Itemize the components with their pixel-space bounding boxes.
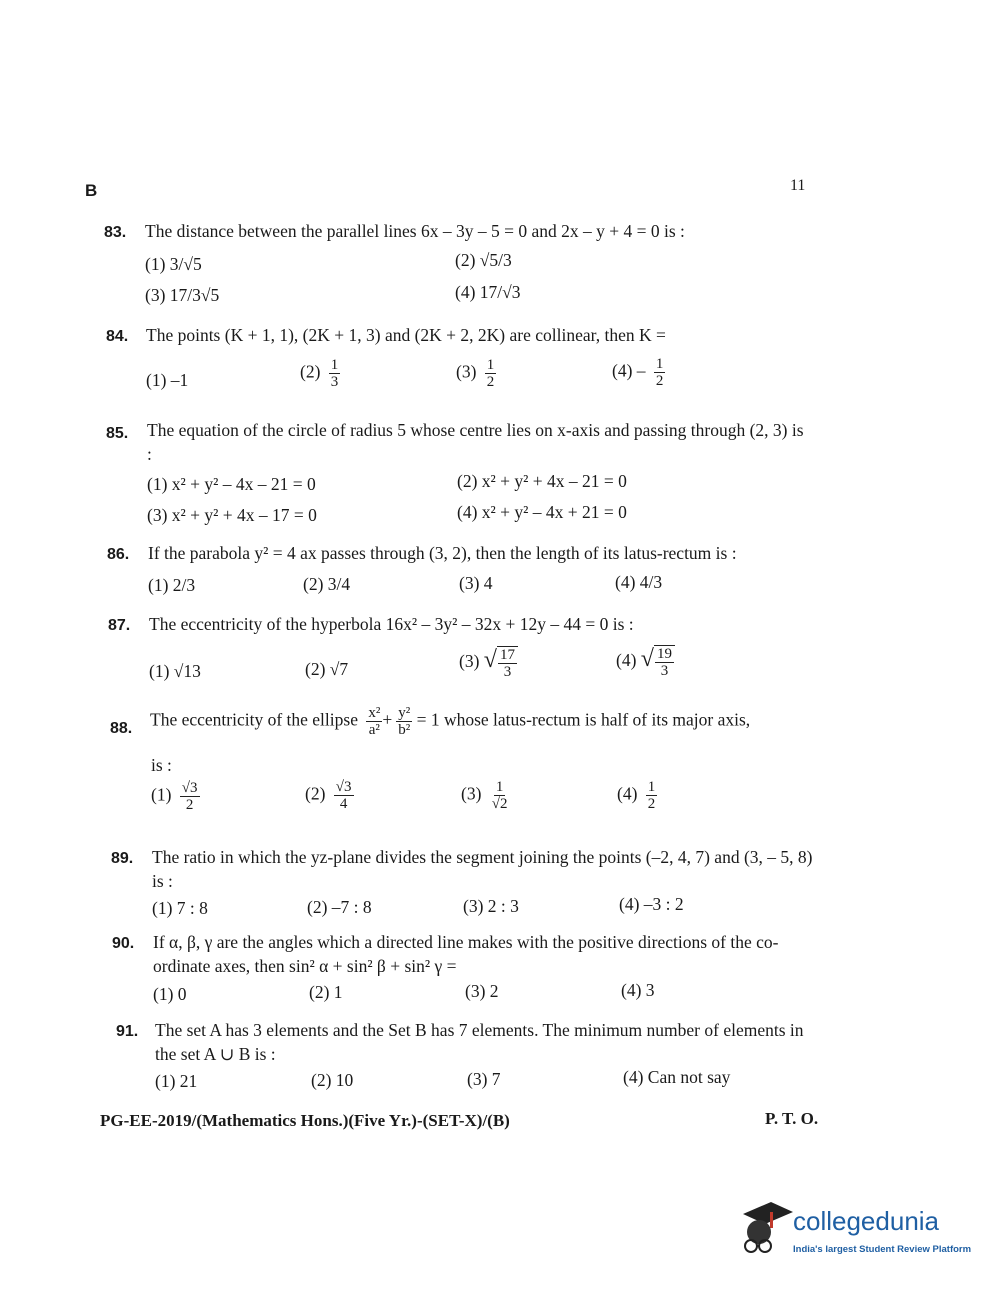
denominator: a²: [368, 722, 380, 738]
plus-sign: +: [382, 709, 393, 730]
fraction: [485, 357, 497, 390]
option-1: (1) x² + y² – 4x – 21 = 0: [147, 474, 316, 494]
fraction: [654, 645, 675, 679]
option-1: [151, 780, 200, 813]
numerator: 1: [647, 779, 656, 795]
numerator: √3: [335, 779, 352, 795]
collegedunia-watermark: [735, 1196, 972, 1266]
option-4: [612, 356, 665, 389]
option-label: (4): [612, 360, 633, 381]
denominator: 4: [339, 796, 348, 812]
denominator: 2: [486, 374, 495, 390]
denominator: b²: [398, 722, 411, 738]
question-number: 89.: [111, 850, 134, 867]
question-text: The points (K + 1, 1), (2K + 1, 3) and (2K + 2, 2K) are collinear, then K =: [146, 325, 666, 345]
question-number: 86.: [107, 546, 130, 563]
option-2: (2) √7: [305, 659, 349, 679]
numerator: √3: [181, 780, 198, 796]
fraction: [646, 779, 658, 812]
exam-code: PG-EE-2019/(Mathematics Hons.)(Five Yr.)-(SET-X)/(B): [100, 1111, 510, 1130]
option-4: [616, 645, 675, 679]
option-1: (1) 21: [155, 1071, 198, 1091]
minus-sign: –: [636, 360, 646, 381]
question-text: The distance between the parallel lines 6x – 3y – 5 = 0 and 2x – y + 4 = 0 is :: [145, 221, 685, 241]
set-code: B: [85, 181, 98, 200]
option-4: (4) 4/3: [615, 572, 663, 592]
fraction: [180, 780, 200, 813]
option-4: (4) 3: [621, 980, 655, 1000]
numerator: y²: [398, 705, 411, 721]
page-number: 11: [790, 177, 806, 194]
sqrt-icon: √: [483, 647, 497, 674]
sqrt-icon: √: [640, 646, 654, 673]
option-2: (2) 1: [309, 982, 343, 1002]
question-number: 91.: [116, 1023, 139, 1040]
text-lead: The eccentricity of the ellipse: [150, 709, 358, 730]
option-1: (1) 0: [153, 984, 187, 1004]
option-3: [456, 357, 496, 390]
option-label: (4): [617, 783, 638, 804]
option-2: [305, 779, 354, 812]
question-text: The ratio in which the yz-plane divides the segment joining the points (–2, 4, 7) and (3, – 5, 8) is :: [152, 847, 813, 891]
question-number: 87.: [108, 617, 131, 634]
fraction: [497, 646, 518, 680]
option-4: (4) x² + y² – 4x + 21 = 0: [457, 502, 627, 522]
option-1: (1) √13: [149, 661, 201, 681]
option-2: (2) 10: [311, 1070, 354, 1090]
option-3: [461, 779, 510, 812]
option-3: [459, 646, 518, 680]
option-label: (3): [456, 361, 477, 382]
option-3: (3) 7: [467, 1069, 501, 1089]
fraction: [654, 356, 666, 389]
denominator: 2: [185, 797, 194, 813]
option-1: (1) 7 : 8: [152, 898, 208, 918]
text-tail: = 1 whose latus-rectum is half of its major axis,: [416, 709, 751, 730]
numerator: x²: [368, 705, 381, 721]
question-number: 84.: [106, 328, 129, 345]
question-text: If the parabola y² = 4 ax passes through (3, 2), then the length of its latus-rectum is :: [148, 543, 737, 563]
numerator: 17: [499, 647, 515, 663]
option-3: (3) 2 : 3: [463, 896, 519, 916]
fraction: [334, 779, 354, 812]
ellipse-term-x: [366, 705, 382, 738]
option-1: (1) 3/√5: [145, 254, 202, 274]
question-number: 90.: [112, 935, 135, 952]
option-label: (3): [461, 783, 482, 804]
fraction: [329, 357, 341, 390]
option-3: (3) x² + y² + 4x – 17 = 0: [147, 505, 317, 525]
numerator: 19: [656, 646, 672, 662]
option-label: (4): [616, 650, 637, 671]
option-2: [300, 357, 340, 390]
question-number: 85.: [106, 425, 129, 442]
question-number: 88.: [110, 720, 133, 737]
brand-name: collegedunia: [793, 1206, 940, 1236]
option-4: (4) Can not say: [623, 1067, 731, 1087]
option-label: (3): [459, 651, 480, 672]
option-2: (2) x² + y² + 4x – 21 = 0: [457, 471, 627, 491]
option-2: (2) 3/4: [303, 574, 351, 594]
student-mascot-icon: [735, 1196, 795, 1260]
option-4: (4) 17/√3: [455, 282, 521, 302]
question-text: The eccentricity of the hyperbola 16x² – 3y² – 32x + 12y – 44 = 0 is :: [149, 614, 634, 634]
numerator: 1: [495, 779, 504, 795]
numerator: 1: [655, 356, 664, 372]
numerator: 1: [486, 357, 495, 373]
question-text: The set A has 3 elements and the Set B has 7 elements. The minimum number of elements in the set A ∪ B is :: [155, 1020, 804, 1064]
option-3: (3) 2: [465, 981, 499, 1001]
denominator: 3: [503, 664, 512, 680]
question-text: If α, β, γ are the angles which a directed line makes with the positive directions of the co-ordinate axes, then sin² α + sin² β + sin² γ =: [153, 932, 779, 976]
option-label: (2): [300, 361, 321, 382]
option-1: (1) 2/3: [148, 575, 196, 595]
option-2: (2) –7 : 8: [307, 897, 372, 917]
question-number: 83.: [104, 224, 127, 241]
question-text: [150, 705, 820, 738]
option-3: (3) 17/3√5: [145, 285, 220, 305]
question-text-cont: is :: [151, 755, 172, 775]
option-1: (1) –1: [146, 370, 189, 390]
option-4: (4) –3 : 2: [619, 894, 684, 914]
fraction: [490, 779, 510, 812]
option-label: (1): [151, 784, 172, 805]
question-text: The equation of the circle of radius 5 whose centre lies on x-axis and passing through (2, 3) is :: [147, 420, 804, 464]
option-2: (2) √5/3: [455, 250, 512, 270]
denominator: 2: [647, 796, 656, 812]
option-4: [617, 779, 657, 812]
denominator: 3: [660, 663, 669, 679]
option-label: (2): [305, 783, 326, 804]
denominator: 2: [655, 373, 664, 389]
option-3: (3) 4: [459, 573, 493, 593]
ellipse-term-y: [396, 705, 412, 738]
numerator: 1: [330, 357, 339, 373]
denominator: √2: [491, 796, 508, 812]
brand-tagline: India's largest Student Review Platform: [793, 1244, 972, 1255]
denominator: 3: [330, 374, 339, 390]
pto-label: P. T. O.: [765, 1109, 819, 1128]
